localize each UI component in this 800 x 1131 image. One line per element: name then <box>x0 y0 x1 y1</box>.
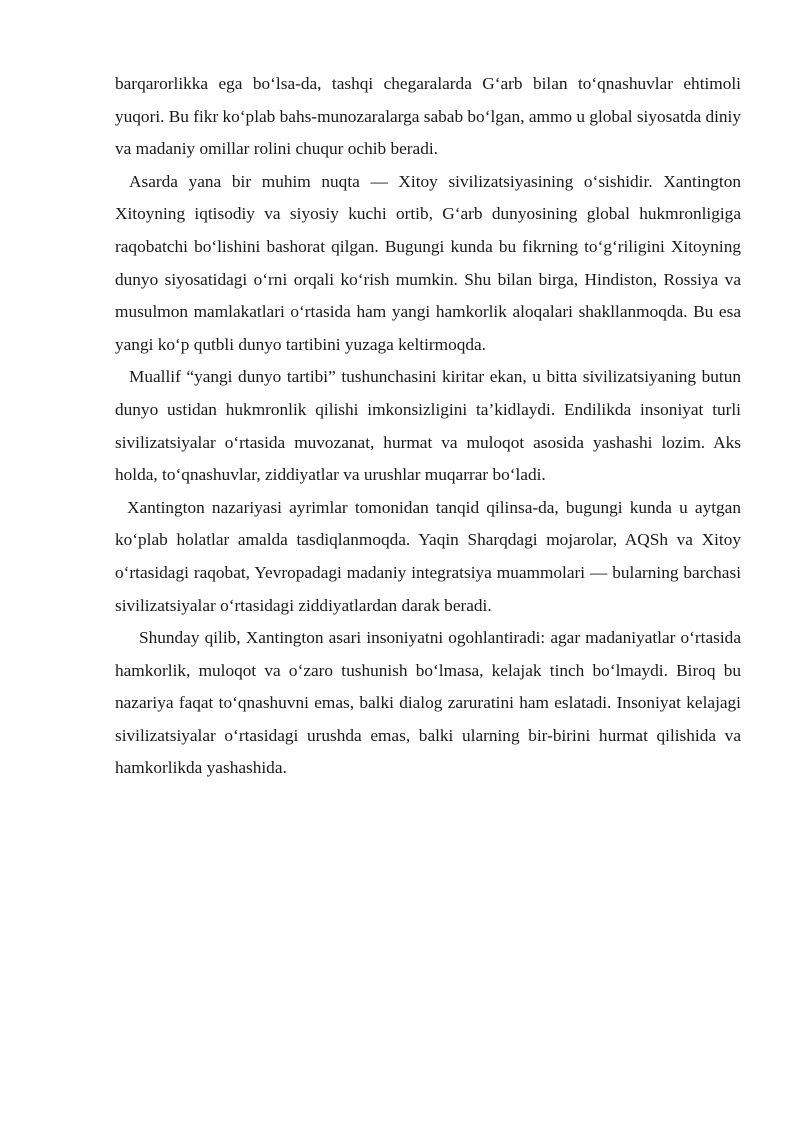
paragraph-2: Asarda yana bir muhim nuqta — Xitoy sivilizatsiyasining o‘sishidir. Xantington Xitoyning iqtisodiy va siyosiy kuchi ortib, G‘arb dunyosining global hukmronligiga raqobatchi bo‘lishini bashorat qilgan. Bugungi kunda bu fikrning to‘g‘riligini Xitoyning dunyo siyosatidagi o‘rni orqali ko‘rish mumkin. Shu bilan birga, Hindiston, Rossiya va musulmon mamlakatlari o‘rtasida ham yangi hamkorlik aloqalari shakllanmoqda. Bu esa yangi ko‘p qutbli dunyo tartibini yuzaga keltirmoqda. <box>115 171 741 354</box>
paragraph-5: Shunday qilib, Xantington asari insoniyatni ogohlantiradi: agar madaniyatlar o‘rtasida hamkorlik, muloqot va o‘zaro tushunish bo‘lmasa, kelajak tinch bo‘lmaydi. Biroq bu nazariya faqat to‘qnashuvni emas, balki dialog zaruratini ham eslatadi. Insoniyat kelajagi sivilizatsiyalar o‘rtasidagi urushda emas, balki ularning bir-birini hurmat qilishida va hamkorlikda yashashida. <box>115 628 741 778</box>
paragraph-4: Xantington nazariyasi ayrimlar tomonidan tanqid qilinsa-da, bugungi kunda u aytgan ko‘plab holatlar amalda tasdiqlanmoqda. Yaqin Sharqdagi mojarolar, AQSh va Xitoy o‘rtasidagi raqobat, Yevropadagi madaniy integratsiya muammolari — bularning barchasi sivilizatsiyalar o‘rtasidagi ziddiyatlardan darak beradi. <box>115 497 741 615</box>
paragraph-3: Muallif “yangi dunyo tartibi” tushunchasini kiritar ekan, u bitta sivilizatsiyaning butun dunyo ustidan hukmronlik qilishi imkonsizligini ta’kidlaydi. Endilikda insoniyat turli sivilizatsiyalar o‘rtasida muvozanat, hurmat va muloqot asosida yashashi lozim. Aks holda, to‘qnashuvlar, ziddiyatlar va urushlar muqarrar bo‘ladi. <box>115 367 741 485</box>
document-body <box>115 68 741 785</box>
paragraph-1: barqarorlikka ega bo‘lsa-da, tashqi chegaralarda G‘arb bilan to‘qnashuvlar ehtimoli yuqori. Bu fikr ko‘plab bahs-munozaralarga sabab bo‘lgan, ammo u global siyosatda diniy va madaniy omillar rolini chuqur ochib beradi. <box>115 74 741 159</box>
